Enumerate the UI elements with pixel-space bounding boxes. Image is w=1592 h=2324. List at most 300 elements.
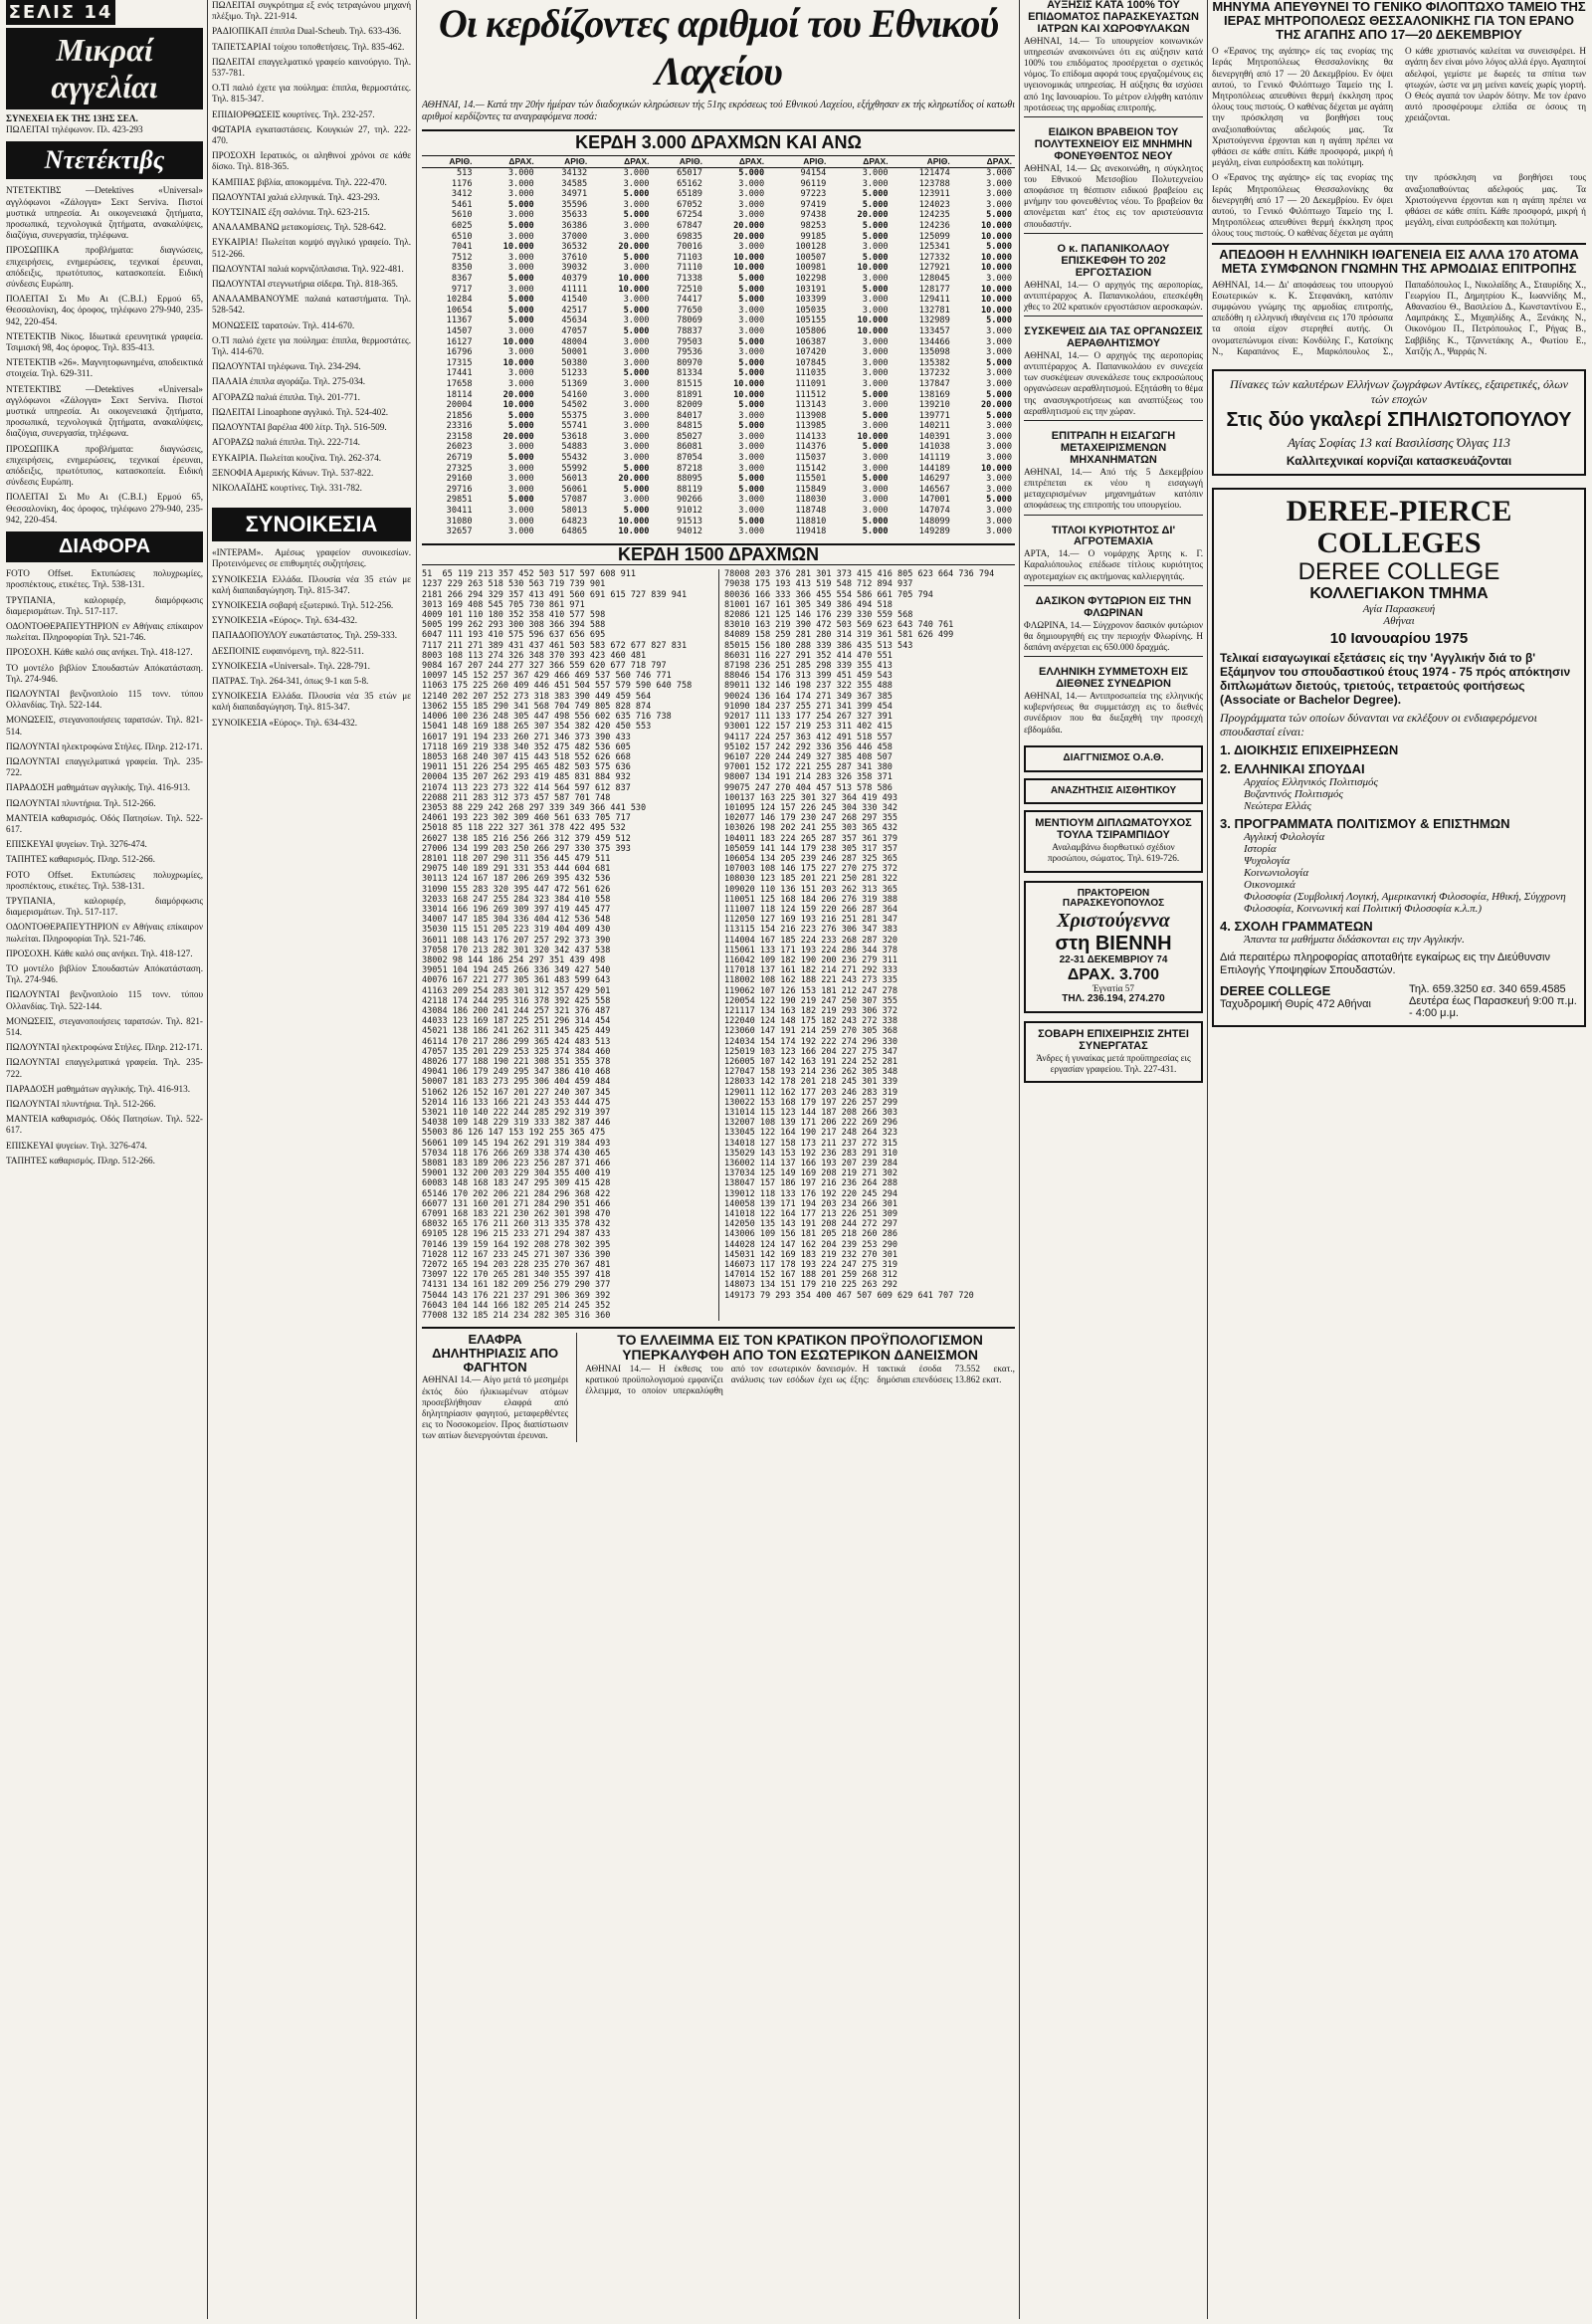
number-line: 17118 169 219 338 340 352 475 482 536 605 [422,741,631,752]
prize-amount: 3.000 [507,368,534,379]
ticket-number: 9717 [451,284,473,295]
prize-amount: 5.000 [738,484,765,495]
ticket-number: 132781 [918,305,950,316]
number-line: 126005 107 142 163 191 224 252 281 [724,1057,897,1067]
ticket-number: 21856 [446,410,473,421]
ad-text: ΤΡΥΠΑΝΙΑ, καλοριφέρ, διαμόρφωσις διαμερισμάτων. Τηλ. 517-117. [6,895,203,918]
table-row [422,232,1015,243]
number-line: 149173 79 293 354 400 467 507 609 629 641 707 720 [724,1290,974,1301]
number-line: 113115 154 216 223 276 306 347 383 [724,925,897,936]
col-head-drx: ΔΡΑΧ. [953,156,1015,168]
ticket-number: 103191 [795,284,827,295]
prize-amount: 5.000 [986,410,1012,421]
prize-amount: 3.000 [986,431,1012,442]
prize-amount: 5.000 [862,389,889,400]
ticket-number: 58013 [561,506,588,517]
ticket-number: 124023 [918,199,950,210]
article-title: ΔΑΣΙΚΟΝ ΦΥΤΩΡΙΟΝ ΕΙΣ ΤΗΝ ΦΛΩΡΙΝΑΝ [1035,594,1192,619]
table-row [422,179,1015,190]
table-row [422,390,1015,401]
program-sub: Άπαντα τα μαθήματα διδάσκονται εις την Αγγλικήν. [1244,933,1465,946]
prize-amount: 5.000 [623,210,650,221]
ad-text: ΠΡΟΣΟΧΗ. Κάθε καλό σας ανήκει. Τηλ. 418-127. [6,948,193,958]
table-row [422,527,1015,537]
ticket-number: 11367 [446,316,473,326]
number-line: 110051 125 168 184 206 276 319 388 [724,894,897,905]
ad-text: ΝΤΕΤΕΚΤΙΒΣ —Detektives «Universal» αγγλόφωνοι «Ζάλογγα» Σεκτ Serviva. Πιστοί μυστικά υπηρεσία. Αι οικογενειακά ζητήματα, προσωπικά, τεχνολογικά ζητήματα, ανακαλύψεις, διαζύγια, συνεργασία, τηλέφωνα. [6,185,203,241]
column-rule [207,0,208,2319]
ticket-number: 102298 [795,273,827,284]
ad-footer-tel: Τηλ. 659.3250 εσ. 340 659.4585 [1409,982,1566,995]
prize-amount: 3.000 [623,199,650,210]
prize-amount: 10.000 [980,284,1012,295]
prize-amount: 3.000 [986,474,1012,485]
number-line: 65146 170 202 206 221 284 296 368 422 [422,1188,611,1199]
ad-text: FOTO Offset. Εκτυπώσεις πολυχρωμίες, προσπέκτους, ετικέτες. Τηλ. 538-131. [6,568,203,590]
ad-text: ΠΑΠΑΔΟΠΟΥΛΟΥ ευκατάστατος. Τηλ. 259-333. [212,630,398,641]
ad-footer-left [1220,983,1389,1019]
ticket-number: 64865 [561,527,588,537]
ad-text: ΣΥΝΟΙΚΕΣΙΑ «Εύρος». Τηλ. 634-432. [212,615,358,626]
ticket-number: 37000 [561,231,588,242]
ad-text: ΠΩΛΟΥΝΤΑΙ ηλεκτροφώνα Στήλες. Πληρ. 212-171. [6,740,203,751]
prize-amount: 10.000 [618,516,650,527]
number-line: 8003 108 113 274 326 348 370 393 423 460 481 [422,650,647,661]
number-line: 27006 134 199 203 250 266 297 330 375 393 [422,843,631,854]
prize-amount: 5.000 [862,199,889,210]
table-row [422,517,1015,528]
ad-text: ΕΥΚΑΙΡΙΑ. Πωλείται κουζίνα. Τηλ. 262-374. [212,452,381,463]
table-row [422,253,1015,264]
table-row [422,400,1015,411]
lottery-section [422,0,1015,2319]
ad-text: ΜΟΝΩΣΕΙΣ, στεγανοποιήσεις ταρατσών. Τηλ. 821-514. [6,715,203,737]
ad-text: ΟΔΟΝΤΟΘΕΡΑΠΕΥΤΗΡΙΟΝ εν Αθήναις επίκαιρον πωλείται. Πληροφορίαι Τηλ. 521-746. [6,922,203,944]
ad-text: ΤΟ μοντέλο βιβλίον Σπουδαστών Απόκατάσταση. Τηλ. 274-946. [6,962,203,985]
number-line: 74131 134 161 182 209 256 279 290 377 [422,1280,611,1291]
prize-amount: 3.000 [623,231,650,242]
ad-text: ΝΤΕΤΕΚΤΙΒ Νίκος. Ιδιωτικά ερευνητικά γραφεία. Τσιμισκή 98, 4ος όροφος. Τηλ. 835-413. [6,330,203,353]
ticket-number: 7512 [451,252,473,263]
ticket-number: 84815 [677,421,702,432]
prize-amount: 3.000 [986,199,1012,210]
ticket-number: 123788 [918,178,950,189]
prize-amount: 3.000 [986,516,1012,527]
prize-amount: 3.000 [507,168,534,179]
prize-amount: 5.000 [623,463,650,474]
number-line: 85015 156 180 288 339 386 435 513 543 [724,640,913,651]
ticket-number: 54160 [561,389,588,400]
ad-text: ΔΕΣΠΟΙΝΙΣ ευφαινόμενη, τηλ. 822-511. [212,645,364,656]
ticket-number: 97419 [800,199,827,210]
prize-amount: 3.000 [507,210,534,221]
prize-amount: 5.000 [507,316,534,326]
prize-amount: 20.000 [618,474,650,485]
ticket-number: 94012 [677,527,702,537]
table-row [422,358,1015,369]
prize-amount: 3.000 [738,347,765,358]
ad-location: Αγία Παρασκευή [1362,602,1436,615]
ad-text: ΕΥΚΑΙΡΙΑ! Πωλείται κομψό αγγλικό γραφείο. Τηλ. 512-266. [212,237,411,259]
ticket-number: 53618 [561,431,588,442]
number-line: 92017 111 133 177 254 267 327 391 [724,712,893,723]
prize-amount: 10.000 [733,389,765,400]
program-sub: Βυζαντινός Πολιτισμός [1244,787,1344,800]
article-text: ΑΡΤΑ, 14.— Ο νομάρχης Άρτης κ. Γ. Καραλιόπουλος επέδωσε τίτλους κυριότητος αγροτεμαχίων εις ακτήμονας καλλιεργητάς. [1024,548,1203,581]
ticket-number: 87218 [677,463,702,474]
ticket-number: 50001 [561,347,588,358]
number-line: 129011 112 162 177 203 246 283 319 [724,1087,897,1098]
article-text: Ο «Έρανος της αγάπης» είς τας ενορίας της Ιεράς Μητροπόλεως Θεσσαλονίκης θα διενεργηθή από 17 — 20 Δεκεμβρίου. Εν όψει αυτού, το Γενικό Φιλόπτωχο Ταμείο της Ι. Μητροπόλεως απευθύνει θερμή έκκληση προς όλους τους πιστούς. Ο καθένας δέχεται με αγάπη την πρόσκληση να βοηθήσει τους αναξιοπαθούντας αδελφούς μας. Τα Χριστούγεννα έρχονται και η αγάπη πρέπει να φθάσει σε κάθε σπίτι. Κάθε προσφορά, μικρή ή μεγάλη, είναι ευπρόσδεκτη και πολύτιμη. [1212,172,1586,239]
number-line: 75044 143 176 221 237 291 306 369 392 [422,1290,611,1301]
number-line: 48026 177 188 190 221 308 351 355 378 [422,1057,611,1067]
ticket-number: 26023 [446,442,473,453]
ad-text: Προγράμματα τών οποίων δύνανται να εκλέξουν οι ενδιαφερόμενοι σπουδασταί είναι: [1220,710,1537,739]
ad-text: ΤΑΠΗΤΕΣ καθαρισμός. Πληρ. 512-266. [6,1155,155,1165]
number-line: 134018 127 158 173 211 237 272 315 [724,1138,897,1149]
number-line: 16017 191 194 233 260 271 346 373 390 433 [422,732,631,742]
ticket-number: 82009 [677,400,702,411]
prize-amount: 5.000 [738,284,765,295]
prize-amount: 10.000 [980,252,1012,263]
program-sub: Κοινωνιολογία [1244,866,1309,879]
article-text: ΑΘΗΝΑΙ, 14.— Αντιπροσωπεία της ελληνικής κυβερνήσεως θα συμμετάσχη εις το διεθνές συνέδριον που θα διεξαχθή την προσεχή εβδομάδα. [1024,691,1203,735]
number-line: 52014 116 133 166 221 243 353 444 475 [422,1097,611,1108]
prize-amount: 3.000 [986,273,1012,284]
program-sub: Φιλοσοφία (Συμβολική Λογική, Αμερικανική Φιλοσοφία, Ηθική, Σύγχρονη Φιλοσοφία, Κοινωνική καί Πολιτική Φιλοσοφία κ.λ.π.) [1244,890,1566,915]
ticket-number: 3412 [451,189,473,200]
prize-amount: 5.000 [738,295,765,306]
prize-amount: 3.000 [623,389,650,400]
prize-amount: 3.000 [862,273,889,284]
prize-amount: 3.000 [738,189,765,200]
prize-amount: 3.000 [623,421,650,432]
divider [1024,656,1203,657]
number-line: 24061 193 223 302 309 460 561 633 705 717 [422,813,631,824]
ad-text: Ο.ΤΙ παλιό έχετε για πούλημα: έπιπλα, θερμοστάτες. Τηλ. 815-347. [212,83,411,105]
section-tag: ΣΕΛΙΣ 14 [6,0,115,25]
table-row [422,221,1015,232]
number-line: 37058 170 213 282 301 320 342 437 538 [422,945,611,955]
ad-text: ΠΩΛΟΥΝΤΑΙ βαρέλια 400 λίτρ. Τηλ. 516-509. [212,422,387,433]
number-line: 143006 109 156 181 205 218 260 286 [724,1229,897,1240]
ticket-number: 118748 [795,506,827,517]
ticket-number: 51369 [561,378,588,389]
ad-text: Τελικαί εισαγωγικαί εξετάσεις είς την 'Αγγλικήν διά το β' Εξάμηνον του σπουδαστικού έτους 1974 - 75 πρός απόκτησιν διπλωμάτων διετούς, τριετούς, τετραετούς φοιτήσεως (Associate or Bachelor Degree). [1220,650,1571,707]
number-line: 50007 181 183 273 295 306 404 459 484 [422,1077,611,1088]
ticket-number: 71110 [677,263,702,274]
number-line: 125019 103 123 166 204 227 275 347 [724,1046,897,1057]
number-line: 7117 211 271 389 431 437 461 503 583 672 677 827 831 [422,640,688,651]
article-title: ΤΟ ΕΛΛΕΙΜΜΑ ΕΙΣ ΤΟΝ ΚΡΑΤΙΚΟΝ ΠΡΟΫΠΟΛΟΓΙΣΜΟΝ ΥΠΕΡΚΑΛΥΦΘΗ ΑΠΟ ΤΟΝ ΕΣΩΤΕΡΙΚΟΝ ΔΑΝΕΙΣΜΟΝ [617,1332,983,1364]
prize-amount: 3.000 [623,316,650,326]
prize-amount: 5.000 [738,474,765,485]
number-line: 18053 168 240 307 415 443 518 552 626 668 [422,751,631,762]
prize-amount: 10.000 [980,231,1012,242]
program-sub: Αρχαίος Ελληνικός Πολιτισμός [1244,775,1378,788]
col2-ads [212,0,411,494]
ad-text: ΠΩΛΟΥΝΤΑΙ στεγνωτήρια σίδερα. Τηλ. 818-365. [212,279,398,290]
ad-text: ΤΡΥΠΑΝΙΑ, καλοριφέρ, διαμόρφωσις διαμερισμάτων. Τηλ. 517-117. [6,594,203,616]
ticket-number: 111091 [795,378,827,389]
lottery-bottom-articles [422,1327,1015,1441]
ticket-number: 119418 [795,527,827,537]
prize-amount: 3.000 [862,242,889,253]
ticket-number: 20004 [446,400,473,411]
ticket-number: 55375 [561,410,588,421]
ticket-number: 78069 [677,316,702,326]
article-elafra [422,1333,576,1441]
ad-text: ΑΝΑΛΑΜΒΑΝΩ μετακομίσεις. Τηλ. 528-642. [212,222,386,233]
prize-amount: 5.000 [507,295,534,306]
table-row [422,189,1015,200]
number-line: 36011 108 143 176 207 257 292 373 390 [422,935,611,946]
program-sub: Αγγλική Φιλολογία [1244,830,1325,843]
prize-amount: 3.000 [507,484,534,495]
ticket-number: 78837 [677,325,702,336]
ad-text: ΠΑΤΡΑΣ. Τηλ. 264-341, όπως 9-1 και 5-8. [212,675,369,686]
number-line: 34007 147 185 304 336 404 412 536 548 [422,915,611,926]
prize-amount: 3.000 [507,231,534,242]
ad-text: ΠΩΛΟΥΝΤΑΙ παλιά κορνιζόπλαισια. Τηλ. 922-481. [212,263,404,274]
prize-amount: 5.000 [862,516,889,527]
prize-amount: 3.000 [738,495,765,506]
ad-text: ΠΑΛΑΙΑ έπιπλα αγοράζω. Τηλ. 275-034. [212,376,366,387]
number-line: 124034 154 174 192 222 274 296 330 [724,1036,897,1047]
prize-amount: 20.000 [857,210,889,221]
prize-amount: 10.000 [502,336,534,347]
table-row [422,326,1015,337]
lottery-dateline: ΑΘΗΝΑΙ, 14.— Κατά την 20ήν ήμέραν τών διαδοχικών κληρώσεων τής 51ης εκρόσεως τού Εθνικού Λαχείου, εξήχθησαν εκ τής κληρωτίδος οί κατωθι αριθμοί κερδίζοντες τα αναγραφόμενα ποσά: [422,100,1015,122]
ticket-number: 39032 [561,263,588,274]
table-row [422,421,1015,432]
table-row [422,316,1015,326]
ad-address: Αγίας Σοφίας 13 καί Βασιλίσσης Όλγας 113 [1288,434,1510,450]
ad-text: ΠΡΟΣΩΠΙΚΑ προβλήματα: διαγνώσεις, επιχειρήσεις, ενημερώσεις, τεχνικαί έρευναι, απόδειξις, πρωτότυπος, κατασκοπεία. Ειδική σύνδεσις Ευρώπη. [6,245,203,290]
ad-text: ΠΩΛΟΥΝΤΑΙ επαγγελματικά γραφεία. Τηλ. 235-722. [6,1057,203,1079]
ad-text: ΠΟΛΕΙΤΑΙ Σι Μυ Αι (C.B.I.) Ερμού 65, Θεσσαλονίκη, 4ος όροφος, τηλέφωνο 279-940, 235-942, 220-454. [6,294,203,326]
prize-amount: 10.000 [857,263,889,274]
prize-amount: 3.000 [862,378,889,389]
number-line: 15041 148 169 188 265 307 354 382 420 450 553 [422,722,652,733]
number-line: 87198 236 251 285 298 339 355 413 [724,661,893,672]
prize-amount: 5.000 [986,495,1012,506]
prize-amount: 3.000 [623,495,650,506]
ticket-number: 84017 [677,410,702,421]
prize-amount: 3.000 [507,442,534,453]
number-line: 82086 121 125 146 176 239 330 559 568 [724,610,913,621]
ticket-number: 56013 [561,474,588,485]
ticket-number: 55992 [561,463,588,474]
number-line: 142050 135 143 191 208 244 272 297 [724,1219,897,1230]
ad-title: ΑΝΑΖΗΤΗΣΙΣ ΑΙΣΘΗΤΙΚΟΥ [1050,784,1177,796]
prize-amount: 5.000 [862,527,889,537]
ticket-number: 115501 [795,474,827,485]
ticket-number: 147001 [918,495,950,506]
ticket-number: 125099 [918,231,950,242]
right-section [1212,0,1586,2319]
prize-amount: 3.000 [507,378,534,389]
ad-text: ΑΝΑΛΑΜΒΑΝΟΥΜΕ παλαιά καταστήματα. Τηλ. 528-542. [212,294,411,316]
program-item: 2. ΕΛΛΗΝΙΚΑΙ ΣΠΟΥΔΑΙ [1220,760,1365,776]
ticket-number: 125341 [918,242,950,253]
number-line: 105059 141 144 179 238 305 317 357 [724,843,897,854]
number-line: 12140 202 207 252 273 318 383 390 449 459 564 [422,691,652,702]
number-line: 81001 167 161 305 349 386 494 518 [724,599,893,610]
article-text: Ο κάθε χριστιανός καλείται να συνεισφέρει. Η αγάπη δεν είναι μόνο λόγος αλλά έργο. Αγαπητοί αδελφοί, γεμίστε με δωρεές τα σπίτια των φτωχών, ώστε να μη μείνει κανείς χωρίς γιορτή. Ο Θεός αγαπά τον ιλαρόν δότην. Με τον έρανο αυτό προσφέρουμε ελπίδα σε όσους τη χρειάζονται. [1405,46,1586,123]
prize-amount: 3.000 [507,252,534,263]
number-line: 114004 167 185 224 233 268 287 320 [724,935,897,946]
number-line: 80036 166 333 366 455 554 586 661 705 794 [724,589,933,600]
ticket-number: 36532 [561,242,588,253]
prize-amount: 3.000 [986,325,1012,336]
lottery-1500-right [724,569,1015,1321]
prize-amount: 3.000 [738,325,765,336]
table-row [422,506,1015,517]
number-line: 117018 137 161 182 214 271 292 333 [724,965,897,976]
number-line: 39051 104 194 245 266 336 349 427 540 [422,965,611,976]
ticket-number: 50380 [561,357,588,368]
number-line: 11063 175 225 260 409 446 451 504 557 579 590 640 758 [422,681,693,692]
number-line: 31090 155 283 320 395 447 472 561 626 [422,884,611,895]
prize-amount: 3.000 [623,168,650,179]
ticket-number: 7041 [451,242,473,253]
number-line: 23053 88 229 242 268 297 339 349 366 441 530 [422,802,647,813]
prize-amount: 3.000 [986,168,1012,179]
article-title: Ο κ. ΠΑΠΑΝΙΚΟΛΑΟΥ ΕΠΙΣΚΕΦΘΗ ΤΟ 202 ΕΡΓΟΣΤΑΣΙΟΝ [1057,242,1170,279]
ad-text: ΠΡΟΣΟΧΗ. Κάθε καλό σας ανήκει. Τηλ. 418-127. [6,647,193,658]
prize-amount: 3.000 [623,378,650,389]
table-row [422,200,1015,211]
prize-amount: 3.000 [507,325,534,336]
ticket-number: 77650 [677,305,702,316]
article-text: ΑΘΗΝΑΙ, 14.— Το υπουργείον κοινωνικών υπηρεσιών ανακοινώνει ότι εις αύξησιν κατά 100% του επιδόματος προσέρχεται ο σχετικός νόμος. Το επίδομα αφορά τους εργαζομένους εις υγειονομικάς υπηρεσίας. Η αύξησις θα ισχύσει από 1ης Ιανουαρίου. Το μέτρον ελήφθη κατόπιν προτάσεως της αρμοδίας επιτροπής. [1024,35,1203,112]
ticket-number: 72510 [677,284,702,295]
ticket-number: 18114 [446,389,473,400]
ticket-number: 54502 [561,400,588,411]
ad-text: ΟΔΟΝΤΟΘΕΡΑΠΕΥΤΗΡΙΟΝ εν Αθήναις επίκαιρον πωλείται. Πληροφορίαι Τηλ. 521-746. [6,620,203,643]
prize-amount: 3.000 [507,474,534,485]
ticket-number: 113143 [795,400,827,411]
number-line: 131014 115 123 144 187 208 266 303 [724,1108,897,1119]
ticket-number: 10654 [446,305,473,316]
table-row [422,474,1015,485]
number-line: 55003 86 126 147 153 192 255 365 475 [422,1128,606,1139]
number-line: 86031 116 227 291 352 414 470 551 [724,650,893,661]
number-line: 69105 128 196 215 233 271 294 387 433 [422,1229,611,1240]
prize-amount: 5.000 [738,273,765,284]
prize-amount: 20.000 [980,400,1012,411]
table-header-row [422,156,1015,168]
ticket-number: 133457 [918,325,950,336]
prize-amount: 3.000 [862,295,889,306]
ticket-number: 118030 [795,495,827,506]
column-rule [1207,0,1208,2319]
number-line: 51 65 119 213 357 452 503 517 597 608 911 [422,569,636,580]
prize-amount: 5.000 [623,484,650,495]
number-line: 70146 139 159 164 192 208 278 302 395 [422,1239,611,1250]
message-headline: ΜΗΝΥΜΑ ΑΠΕΥΘΥΝΕΙ ΤΟ ΓΕΝΙΚΟ ΦΙΛΟΠΤΩΧΟ ΤΑΜΕΙΟ ΤΗΣ ΙΕΡΑΣ ΜΗΤΡΟΠΟΛΕΩΣ ΘΕΣΣΑΛΟΝΙΚΗΣ ΓΙΑ ΤΟΝ ΕΡΑΝΟ ΤΗΣ ΑΓΑΠΗΣ ΑΠΟ 17—20 ΔΕΚΕΜΒΡΙΟΥ [1212,0,1586,43]
table-row [422,274,1015,285]
number-line: 21074 113 223 273 322 414 564 597 612 837 [422,782,631,793]
ad-title: ΣΟΒΑΡΗ ΕΠΙΧΕΙΡΗΣΙΣ ΖΗΤΕΙ ΣΥΝΕΡΓΑΤΑΣ [1038,1028,1189,1053]
ad-text: ΠΡΟΣΟΧΗ Ιερατικός, οι αληθινοί χρόνοι σε κάθε δίσκο. Τηλ. 818-365. [212,150,411,172]
ticket-number: 26719 [446,453,473,464]
ad-dept: ΚΟΛΛΕΓΙΑΚΟΝ ΤΜΗΜΑ [1309,585,1489,603]
ad-text: ΜΑΝΤΕΙΑ καθαρισμός. Οδός Πατησίων. Τηλ. 522-617. [6,1114,203,1136]
number-line: 1237 229 263 518 530 563 719 739 901 [422,579,606,590]
ticket-number: 55741 [561,421,588,432]
prize-amount: 5.000 [623,189,650,200]
table-row [422,411,1015,422]
number-line: 32033 168 247 255 284 323 384 410 558 [422,894,611,905]
ticket-number: 114133 [795,431,827,442]
ticket-number: 111512 [795,389,827,400]
prize-amount: 3.000 [862,357,889,368]
ticket-number: 98253 [800,221,827,231]
article-title: ΣΥΣΚΕΨΕΙΣ ΔΙΑ ΤΑΣ ΟΡΓΑΝΩΣΕΙΣ ΑΕΡΑΘΛΗΤΙΣΜΟΥ [1024,325,1203,349]
prize-amount: 3.000 [623,347,650,358]
prize-amount: 3.000 [738,242,765,253]
column-rule [416,0,417,2319]
prize-amount: 3.000 [738,316,765,326]
ticket-number: 85027 [677,431,702,442]
ticket-number: 128177 [918,284,950,295]
number-line: 3013 169 408 545 705 730 861 971 [422,599,585,610]
number-line: 128033 142 178 201 218 245 301 339 [724,1077,897,1088]
number-line: 137034 125 149 169 208 219 271 302 [724,1168,897,1179]
prize-amount: 3.000 [862,421,889,432]
ticket-number: 41111 [561,284,588,295]
prize-amount: 5.000 [986,357,1012,368]
article-title: ΕΙΔΙΚΟΝ ΒΡΑΒΕΙΟΝ ΤΟΥ ΠΟΛΥΤΕΧΝΕΙΟΥ ΕΙΣ ΜΝΗΜΗΝ ΦΟΝΕΥΘΕΝΤΟΣ ΝΕΟΥ [1034,126,1193,162]
ad-text: ΤΟ μοντέλο βιβλίον Σπουδαστών Απόκατάσταση. Τηλ. 274-946. [6,662,203,684]
travel-ad [1024,881,1203,1014]
lottery-subhead-3000: ΚΕΡΔΗ 3.000 ΔΡΑΧΜΩΝ ΚΑΙ ΑΝΩ [422,129,1015,152]
number-line: 6047 111 193 410 575 596 637 656 695 [422,630,606,641]
prize-amount: 3.000 [507,347,534,358]
prize-amount: 10.000 [618,527,650,537]
program-sub: Ψυχολογία [1244,854,1291,867]
number-line: 115061 133 171 193 224 286 344 378 [724,945,897,955]
ad-text: Αναλαμβάνω διορθωτικό σχέδιον προσώπου, σώματος. Τηλ. 619-726. [1047,842,1180,864]
ad-address: Έγνατία 57 [1093,983,1134,994]
number-line: 28101 118 207 290 311 356 445 479 511 [422,853,611,864]
number-line: 79038 175 193 413 519 548 712 894 937 [724,579,913,590]
table-row [422,168,1015,179]
section-title: Μικραί αγγελίαι [6,28,203,109]
article-text: ΑΘΗΝΑΙ, 14.— Ως ανεκοινώθη, η σύγκλητος του Εθνικού Μετσοβίου Πολυτεχνείου αποφάσισε τη θέσπισιν ειδικού βραβείου εις μνήμην του φονευθέντος νέου. Το βραβείον θα απονέμεται κατ' έτος εις τον αριστεύσαντα σπουδαστήν. [1024,162,1203,229]
prize-amount: 10.000 [980,305,1012,316]
prize-amount: 3.000 [623,336,650,347]
ad-text: ΣΥΝΟΙΚΕΣΙΑ σοβαρή εξωτερικό. Τηλ. 512-256. [212,599,394,610]
ticket-number: 65189 [677,189,702,200]
ticket-number: 81891 [677,389,702,400]
ticket-number: 144189 [918,463,950,474]
ad-text: ΜΟΝΩΣΕΙΣ, στεγανοποιήσεις ταρατσών. Τηλ. 821-514. [6,1015,203,1037]
number-line: 119062 107 126 153 181 212 247 278 [724,985,897,996]
prize-amount: 3.000 [862,463,889,474]
ticket-number: 55432 [561,453,588,464]
table-row [422,347,1015,358]
table-row [422,242,1015,253]
ticket-number: 105806 [795,325,827,336]
misc-ads [6,568,203,1166]
number-line: 41163 209 254 283 301 312 357 429 501 [422,985,611,996]
number-line: 9084 167 207 244 277 327 366 559 620 677 718 797 [422,661,667,672]
ad-text: ΑΓΟΡΑΖΩ παλιά έπιπλα. Τηλ. 222-714. [212,437,360,448]
article-text: ΑΘΗΝΑΙ, 14.— Δι' αποφάσεως του υπουργού Εσωτερικών κ. Κ. Στεφανάκη, κατόπιν συμφώνου γνώμης της αρμοδίας επιτροπής, απεδόθη η ελληνική ιθαγένεια εις 170 πρόσωπα τα οποία είχον στερηθεί αυτής. Οι ονοματεπώνυμοι είναι: Κονδύλης Γ., Κατσίκης Ν., Καραπάνος Ε., Μαρκόπουλος Σ., Παπαδόπουλος Ι., Νικολαΐδης Α., Σταυρίδης Χ., Γεωργίου Π., Δημητρίου Κ., Ιωαννίδης Μ., Αθανασίου Θ., Βασιλείου Δ., Κωνσταντίνου Ε., Λαμπράκης Σ., Μιχαηλίδης Α., Ξενάκης Ν., Οικονόμου Π., Πετρόπουλος Γ., Ρήγας Β., Σαββίδης Κ., Τζαννετάκης Α., Φωτίου Ε., Χατζής Λ., Ψαρράς Ν. [1212,279,1586,356]
